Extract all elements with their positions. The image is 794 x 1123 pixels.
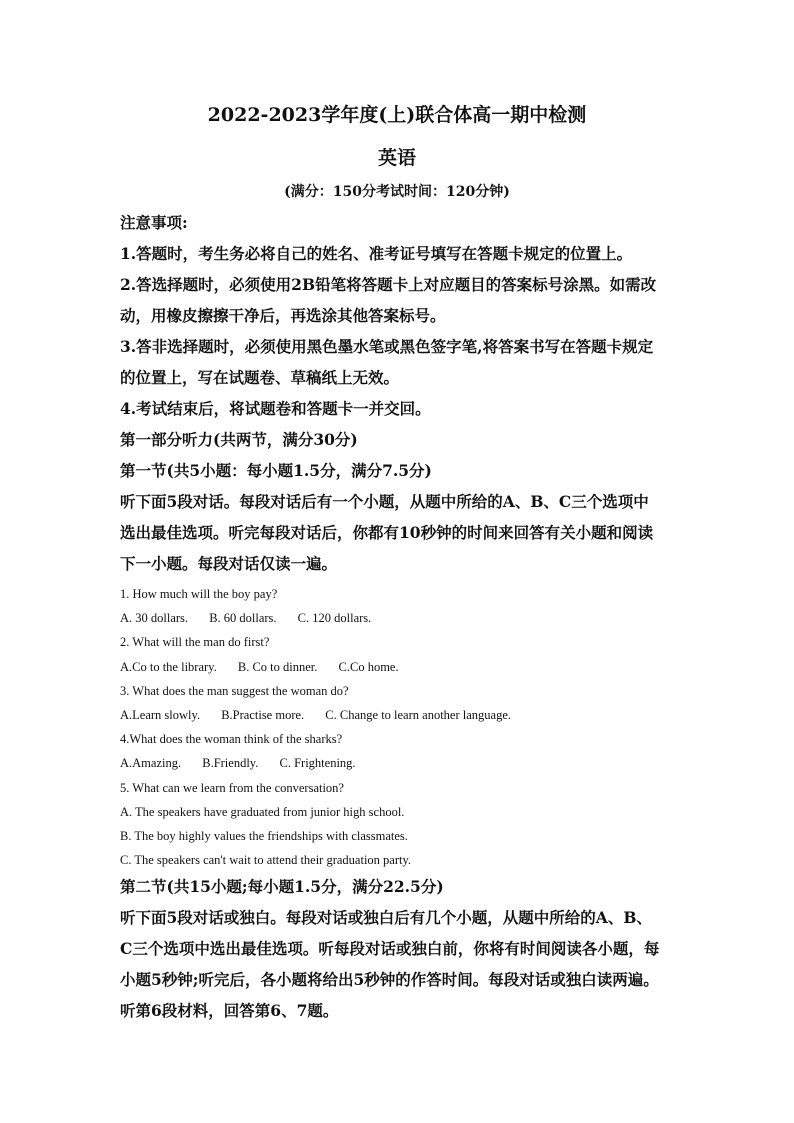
option-b: B.Friendly.: [202, 756, 259, 771]
option-a: A. The speakers have graduated from junior high school.: [120, 804, 405, 819]
section1-instruction: 下一小题。每段对话仅读一遍。: [120, 554, 338, 573]
note-line: 4.考试结束后，将试题卷和答题卡一并交回。: [120, 399, 431, 418]
option-c: C.Co home.: [338, 659, 399, 674]
option-b: B.Practise more.: [221, 708, 305, 723]
section2-instruction: 小题5秒钟;听完后，各小题将给出5秒钟的作答时间。每段对话或独白读两遍。: [120, 970, 659, 989]
option-a: A.Learn slowly.: [120, 708, 201, 723]
option-a: A.Amazing.: [120, 756, 182, 771]
question-options: [120, 703, 680, 727]
option-b: B. The boy highly values the friendships with classmates.: [120, 829, 408, 844]
section2-instruction: C三个选项中选出最佳选项。听每段对话或独白前，你将有时间阅读各小题，每: [120, 939, 660, 958]
notes-block: [120, 207, 680, 579]
note-line: 3.答非选择题时，必须使用黑色墨水笔或黑色签字笔,将答案书写在答题卡规定: [120, 337, 654, 356]
questions-block: [120, 582, 680, 872]
exam-info: (满分：150分考试时间：120分钟): [284, 184, 510, 200]
option-a: A.Co to the library.: [120, 659, 217, 674]
subject-title: 英语: [377, 147, 416, 169]
option-b: B. Co to dinner.: [237, 659, 318, 674]
question-stem: 1. How much will the boy pay?: [120, 587, 278, 601]
question-stem: 3. What does the man suggest the woman do?: [120, 683, 349, 698]
option-b: B. 60 dollars.: [209, 611, 277, 626]
question-stem: 4.What does the woman think of the sharks?: [120, 732, 343, 747]
question-options: [120, 606, 680, 630]
option-c: C. Frightening.: [279, 756, 356, 771]
exam-title: 2022-2023学年度(上)联合体高一期中检测: [207, 104, 587, 126]
note-line: 的位置上，写在试题卷、草稿纸上无效。: [120, 368, 400, 387]
notes-heading: 注意事项:: [120, 213, 188, 232]
question-options: [120, 751, 680, 775]
section1-instruction: 听下面5段对话。每段对话后有一个小题，从题中所给的A、B、C三个选项中: [120, 492, 649, 511]
option-c: C. The speakers can't wait to attend their graduation party.: [120, 853, 412, 868]
question-options: [120, 655, 680, 679]
section2-block: [120, 871, 680, 1026]
section2-instruction: 听第6段材料，回答第6、7题。: [120, 1001, 339, 1020]
option-a: A. 30 dollars.: [120, 611, 189, 626]
section1-instruction: 选出最佳选项。听完每段对话后，你都有10秒钟的时间来回答有关小题和阅读: [120, 523, 654, 542]
note-line: 2.答选择题时，必须使用2B铅笔将答题卡上对应题目的答案标号涂黑。如需改: [120, 275, 657, 294]
note-line: 1.答题时，考生务必将自己的姓名、准考证号填写在答题卡规定的位置上。: [120, 244, 633, 263]
part1-heading: 第一部分听力(共两节，满分30分): [120, 430, 358, 449]
section2-heading: 第二节(共15小题;每小题1.5分，满分22.5分): [120, 877, 444, 896]
option-c: C. 120 dollars.: [297, 611, 372, 626]
section2-instruction: 听下面5段对话或独白。每段对话或独白后有几个小题，从题中所给的A、B、: [120, 908, 652, 927]
option-c: C. Change to learn another language.: [325, 708, 511, 723]
question-stem: 2. What will the man do first?: [120, 635, 270, 650]
question-stem: 5. What can we learn from the conversation?: [120, 780, 344, 795]
section1-heading: 第一节(共5小题：每小题1.5分，满分7.5分): [120, 461, 432, 480]
note-line: 动，用橡皮擦擦干净后，再选涂其他答案标号。: [120, 306, 446, 325]
